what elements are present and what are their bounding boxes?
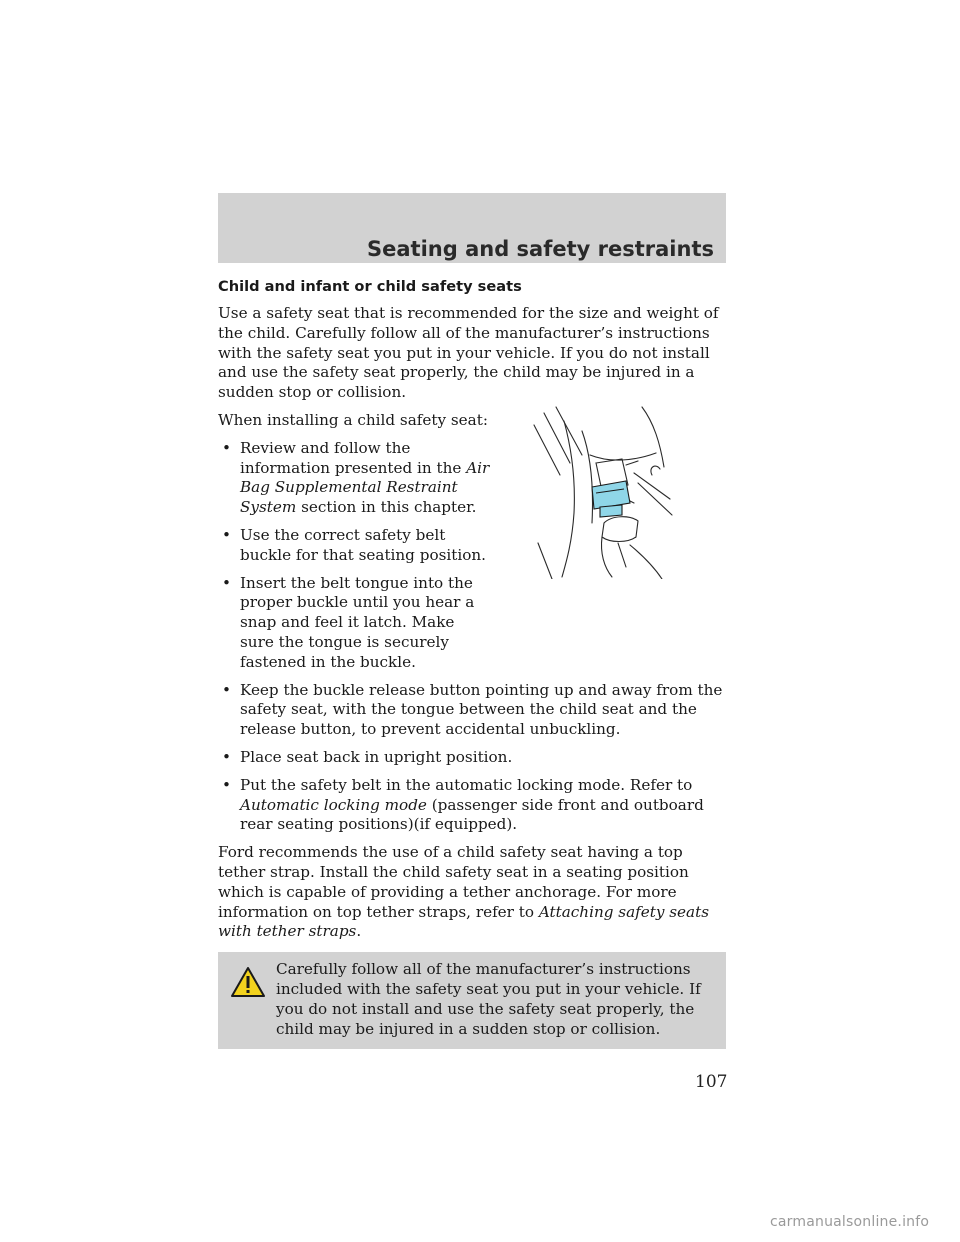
cross-reference: Air Bag Supplemental Restraint System [240,458,490,517]
bullet-dot: • [222,680,231,699]
bullet-dot: • [222,747,231,766]
page-number: 107 [695,1072,728,1092]
footer-brand: carmanualsonline.info [770,1214,930,1230]
list-item: • Insert the belt tongue into the proper buckle until you hear a snap and feel it latch. Make sure the tongue is securely fastened in the buckle. [222,573,475,671]
page-content [218,278,726,1049]
warning-text: Carefully follow all of the manufacturer’s instructions included with the safety seat you put in your vehicle. If you do not install and use the safety seat properly, the child may be injured in a sudden stop or collision. [276,960,701,1038]
intro-paragraph: Use a safety seat that is recommended for the size and weight of the child. Carefully follow all of the manufacturer’s instructions with the safety seat you put in your vehicle. If you do not install and use the safety seat properly, the child may be injured in a sudden stop or collision. [218,304,719,402]
list-item: • Review and follow the information presented in the Air Bag Supplemental Restraint System section in this chapter. [222,438,490,517]
cross-reference: Automatic locking mode [240,795,427,814]
list-item: • Place seat back in upright position. [222,747,513,766]
chapter-header [218,193,726,263]
bullet-dot: • [222,573,231,592]
bullet-dot: • [222,775,231,794]
warning-box [218,952,726,1049]
bullet-dot: • [222,438,231,457]
tether-paragraph: Ford recommends the use of a child safety seat having a top tether strap. Install the child safety seat in a seating position which is capable of providing a tether anchorage. For more information on top tether straps, refer to Attaching safety seats with tether straps. [218,843,709,941]
chapter-title: Seating and safety restraints [367,237,714,261]
warning-triangle-icon [230,966,266,998]
list-item: • Keep the buckle release button pointing up and away from the safety seat, with the tongue between the child seat and the release button, to prevent accidental unbuckling. [222,680,723,739]
list-item: • Put the safety belt in the automatic locking mode. Refer to Automatic locking mode (passenger side front and outboard rear seating positions)(if equipped). [222,775,704,834]
lead-paragraph: When installing a child safety seat: [218,410,488,429]
section-title: Child and infant or child safety seats [218,278,522,295]
seat-buckle-illustration [530,403,680,579]
bullet-dot: • [222,525,231,544]
cross-reference: Attaching safety seats with tether straps [218,902,709,941]
list-item: • Use the correct safety belt buckle for that seating position. [222,525,486,564]
